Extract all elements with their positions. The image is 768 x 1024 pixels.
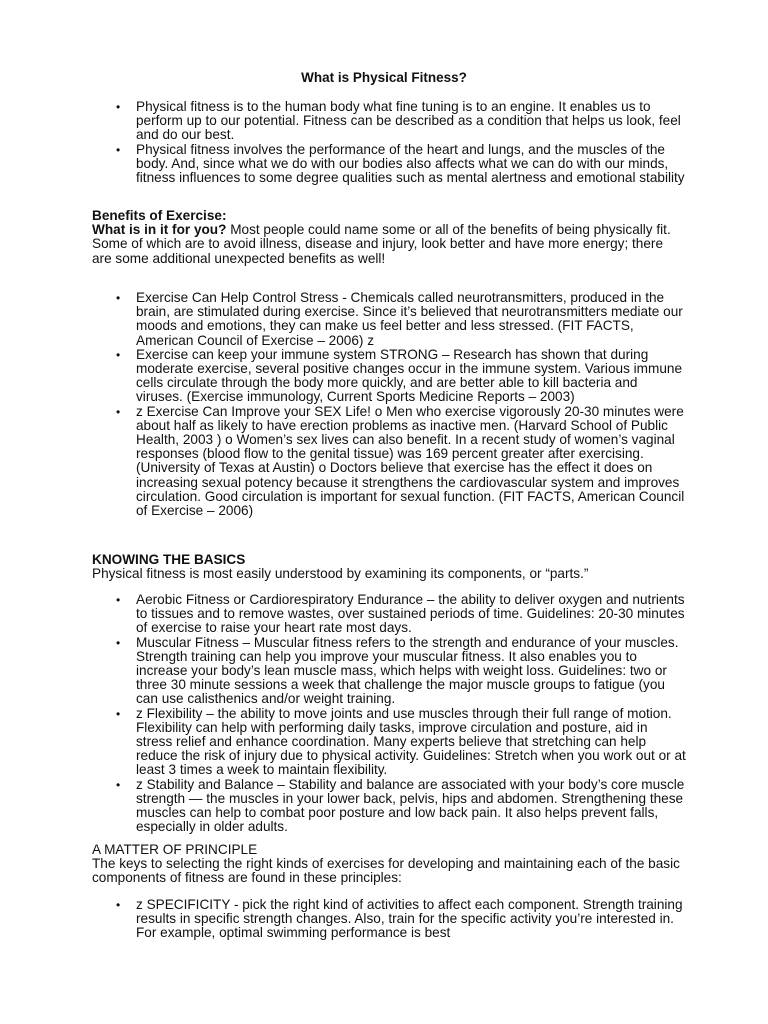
lead-text: Most people could name some or all of the benefits of being physically fit. Some of which are to avoid illness, disease and injury, look better and have more energy; there are some additional unexpected benefits as well!: [92, 222, 671, 266]
intro-list: [92, 100, 686, 185]
list-item: • z Stability and Balance – Stability and balance are associated with your body’s core muscle strength — the muscles in your lower back, pelvis, hips and abdomen. Strengthening these muscles can help to combat poor posture and low back pain. It also helps prevent falls, especially in older adults.: [92, 778, 686, 835]
paragraph: [92, 223, 686, 266]
list-item: • Muscular Fitness – Muscular fitness refers to the strength and endurance of your muscles. Strength training can help you improve your muscular fitness. It also enables you to increase your body’s lean muscle mass, which helps with weight loss. Guidelines: two or three 30 minute sessions a week that challenge the major muscle groups to fatigue (you can use calisthenics and/or weight training.: [92, 636, 686, 707]
page-title: What is Physical Fitness?: [301, 70, 467, 85]
benefits-list-section: [92, 291, 686, 518]
benefits-section: [92, 209, 686, 266]
intro-section: [92, 100, 686, 185]
paragraph: The keys to selecting the right kinds of exercises for developing and maintaining each of the basic components of fitness are found in these principles:: [92, 856, 680, 886]
principle-list: [92, 898, 686, 941]
basics-list: [92, 593, 686, 834]
list-item: • Exercise can keep your immune system STRONG – Research has shown that during moderate exercise, several positive changes occur in the immune system. Various immune cells circulate through the body more quickly, and are better able to kill bacteria and viruses. (Exercise immunology, Current Sports Medicine Reports – 2003): [92, 348, 686, 405]
section-heading: Benefits of Exercise:: [92, 208, 227, 223]
list-item: • Aerobic Fitness or Cardiorespiratory Endurance – the ability to deliver oxygen and nutrients to tissues and to remove wastes, over sustained periods of time. Guidelines: 20-30 minutes of exercise to raise your heart rate most days.: [92, 593, 686, 636]
principle-section: [92, 843, 686, 886]
principle-list-section: [92, 898, 686, 941]
list-item: • z SPECIFICITY - pick the right kind of activities to affect each component. Strength training results in specific strength changes. Also, train for the specific activity you’re interested in. For example, optimal swimming performance is best: [92, 898, 686, 941]
basics-list-section: [92, 593, 686, 834]
section-heading: A MATTER OF PRINCIPLE: [92, 842, 258, 857]
list-item: • z Exercise Can Improve your SEX Life! o Men who exercise vigorously 20-30 minutes were about half as likely to have erection problems as inactive men. (Harvard School of Public Health, 2003 ) o Women’s sex lives can also benefit. In a recent study of women’s vaginal responses (blood flow to the genital tissue) was 169 percent greater after exercising. (University of Texas at Austin) o Doctors believe that exercise has the effect it does on increasing sexual potency because it strengthens the cardiovascular system and improves circulation. Good circulation is important for sexual function. (FIT FACTS, American Council of Exercise – 2006): [92, 405, 686, 519]
list-item: • Physical fitness is to the human body what fine tuning is to an engine. It enables us to perform up to our potential. Fitness can be described as a condition that helps us look, feel and do our best.: [92, 100, 686, 143]
list-item: • Physical fitness involves the performance of the heart and lungs, and the muscles of the body. And, since what we do with our bodies also affects what we can do with our minds, fitness influences to some degree qualities such as mental alertness and emotional stability: [92, 143, 686, 186]
section-heading: KNOWING THE BASICS: [92, 552, 246, 567]
list-item: • z Flexibility – the ability to move joints and use muscles through their full range of motion. Flexibility can help with performing daily tasks, improve circulation and posture, aid in stress relief and enhance coordination. Many experts believe that stretching can help reduce the risk of injury due to physical activity. Guidelines: Stretch when you work out or at least 3 times a week to maintain flexibility.: [92, 707, 686, 778]
basics-section: [92, 553, 686, 581]
benefits-list: [92, 291, 686, 518]
lead-question: What is in it for you?: [92, 222, 227, 238]
paragraph: Physical fitness is most easily understood by examining its components, or “parts.”: [92, 566, 589, 582]
list-item: • Exercise Can Help Control Stress - Chemicals called neurotransmitters, produced in the brain, are stimulated during exercise. Since it’s believed that neurotransmitters mediate our moods and emotions, they can make us feel better and less stressed. (FIT FACTS, American Council of Exercise – 2006) z: [92, 291, 686, 348]
